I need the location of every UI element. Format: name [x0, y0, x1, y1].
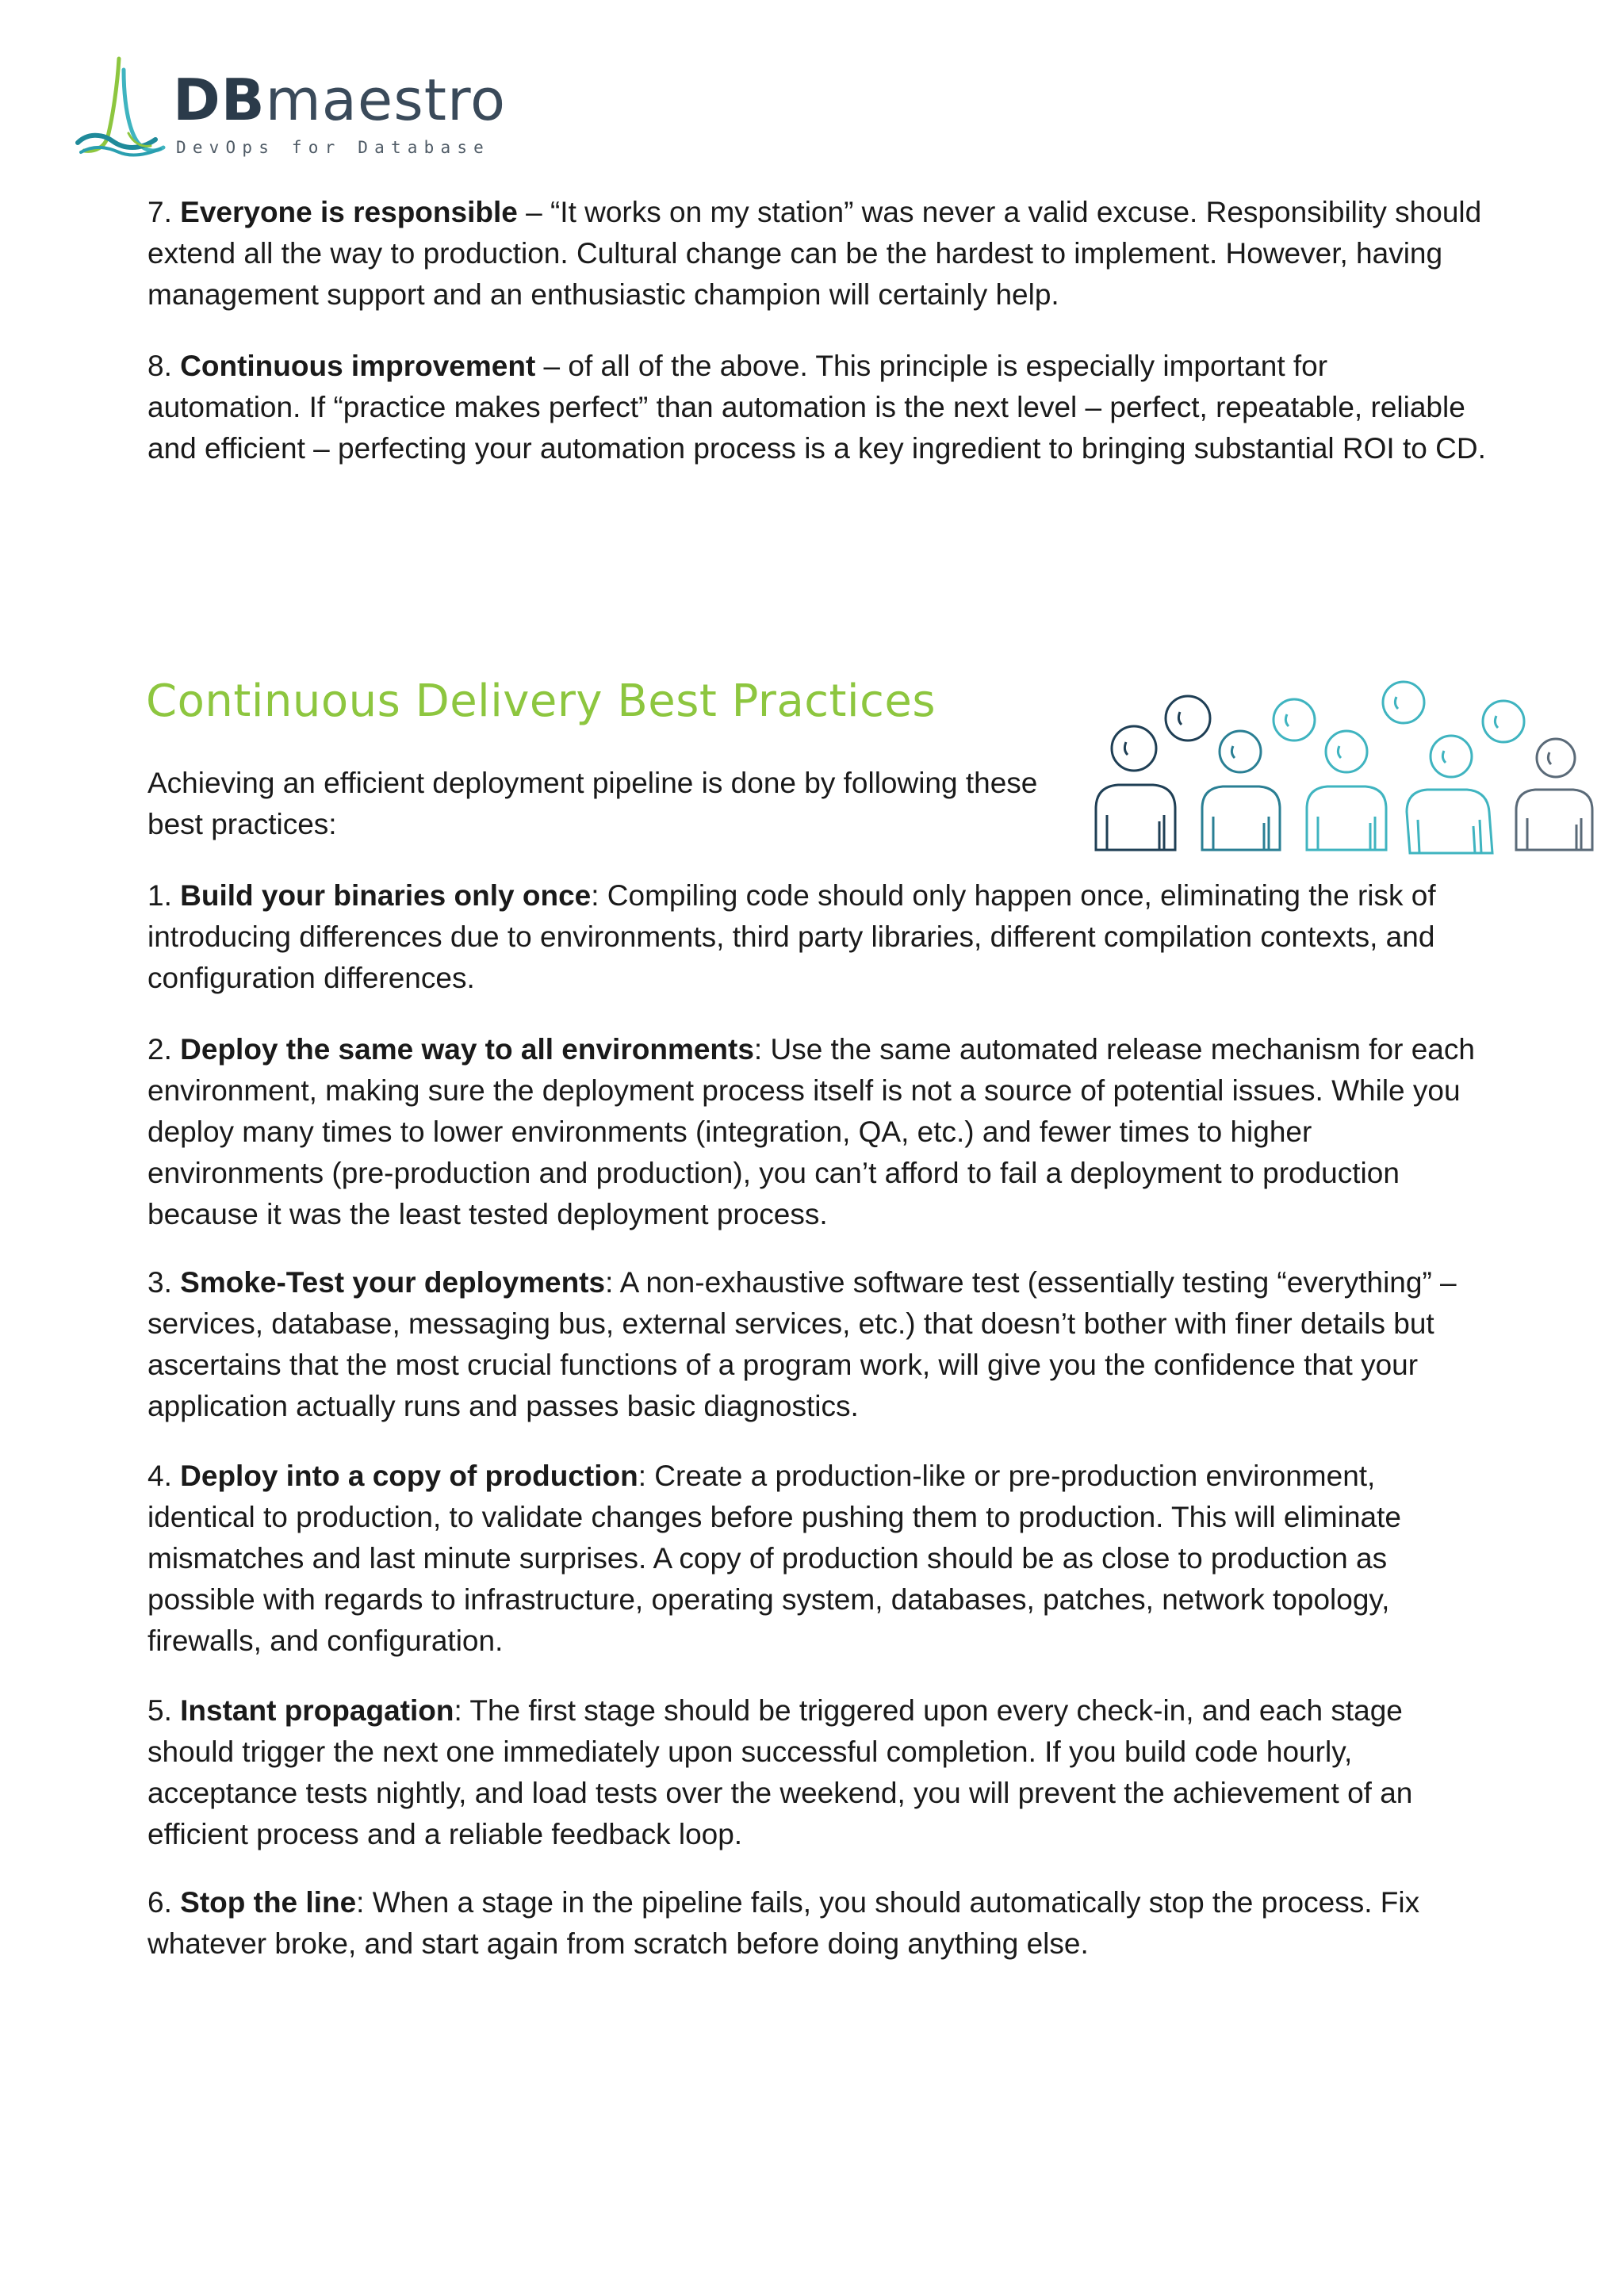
practice-3: 3. Smoke-Test your deployments: A non-exhaustive software test (essentially testing “everything” – services, database, messaging bus, external services, etc.) that doesn’t bother with finer details but ascertains that the most crucial functions of a program work, will give you the confidence that your application actually runs and passes basic diagnostics.: [147, 1266, 1457, 1422]
logo-tagline: DevOps for Database: [176, 138, 491, 157]
practice-term: Deploy the same way to all environments: [180, 1033, 754, 1066]
practice-term: Instant propagation: [180, 1694, 454, 1727]
practice-term: Stop the line: [180, 1886, 357, 1919]
practice-term: Deploy into a copy of production: [180, 1460, 638, 1492]
section-intro: Achieving an efficient deployment pipeline is done by following these best practices:: [147, 767, 1038, 840]
practice-term: Build your binaries only once: [180, 879, 592, 912]
principle-term: Continuous improvement: [180, 350, 536, 382]
practice-1: 1. Build your binaries only once: Compiling code should only happen once, eliminating the risk of introducing differences due to environments, third party libraries, different compilation contexts, and configuration differences.: [147, 879, 1436, 994]
principle-term: Everyone is responsible: [180, 196, 518, 228]
practice-term: Smoke-Test your deployments: [180, 1266, 606, 1299]
dbmaestro-logo: [73, 54, 507, 165]
principle-7: 7. Everyone is responsible – “It works on my station” was never a valid excuse. Responsibility should extend all the way to production. Cultural change can be the hardest to implement. However, having management support and an enthusiastic champion will certainly help.: [147, 196, 1482, 311]
logo-mark-icon: [73, 54, 168, 162]
practice-4: 4. Deploy into a copy of production: Create a production-like or pre-production environment, identical to production, to validate changes before pushing them to production. This will eliminate mismatches and last minute surprises. A copy of production should be as close to production as possible with regards to infrastructure, operating system, databases, patches, network topology, firewalls, and configuration.: [147, 1460, 1401, 1657]
principle-8: 8. Continuous improvement – of all of the above. This principle is especially important for automation. If “practice makes perfect” than automation is the next level – perfect, repeatable, reliable and efficient – perfecting your automation process is a key ingredient to bringing substantial ROI to CD.: [147, 350, 1486, 465]
team-people-icon: [1094, 674, 1602, 864]
practice-5: 5. Instant propagation: The first stage should be triggered upon every check-in, and each stage should trigger the next one immediately upon successful completion. If you build code hourly, acceptance tests nightly, and load tests over the weekend, you will prevent the achievement of an efficient process and a reliable feedback loop.: [147, 1694, 1413, 1850]
practice-6: 6. Stop the line: When a stage in the pipeline fails, you should automatically stop the process. Fix whatever broke, and start again from scratch before doing anything else.: [147, 1886, 1420, 1960]
practice-2: 2. Deploy the same way to all environments: Use the same automated release mechanism for each environment, making sure the deployment process itself is not a source of potential issues. While you deploy many times to lower environments (integration, QA, etc.) and fewer times to higher environments (pre-production and production), you can’t afford to fail a deployment to production because it was the least tested deployment process.: [147, 1033, 1475, 1230]
logo-name: DBmaestro: [173, 67, 507, 133]
section-title: Continuous Delivery Best Practices: [146, 675, 936, 727]
